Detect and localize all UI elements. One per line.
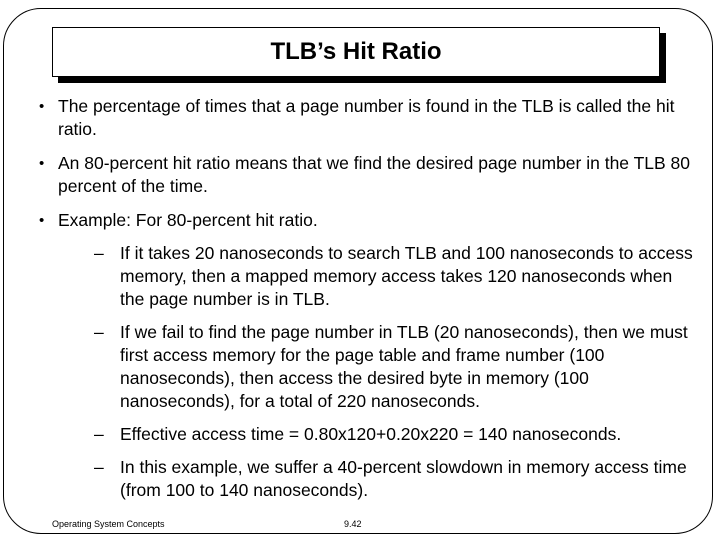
bullet-item bbox=[36, 95, 696, 141]
sub-list bbox=[58, 242, 696, 502]
sub-item bbox=[84, 423, 696, 446]
sub-text: If it takes 20 nanoseconds to search TLB and 100 nanoseconds to access memory, then a mapped memory access takes 120 nanoseconds when the page number is in TLB. bbox=[120, 243, 693, 309]
slide-title: TLB’s Hit Ratio bbox=[270, 38, 442, 65]
sub-item bbox=[84, 242, 696, 311]
sub-text: In this example, we suffer a 40-percent slowdown in memory access time (from 100 to 140 nanoseconds). bbox=[120, 457, 687, 500]
bullet-item bbox=[36, 152, 696, 198]
sub-marker: – bbox=[94, 424, 104, 444]
bullet-marker: • bbox=[39, 98, 45, 115]
sub-text: If we fail to find the page number in TLB (20 nanoseconds), then we must first access memory for the page table and frame number (100 nanoseconds), then access the desired byte in memory (100 nanoseconds), for a total of 220 nanoseconds. bbox=[120, 322, 688, 411]
sub-marker: – bbox=[94, 243, 104, 263]
bullet-text: An 80-percent hit ratio means that we find the desired page number in the TLB 80 percent of the time. bbox=[58, 153, 691, 196]
sub-text: Effective access time = 0.80x120+0.20x220 = 140 nanoseconds. bbox=[120, 424, 622, 444]
bullet-text: Example: For 80-percent hit ratio. bbox=[58, 210, 318, 230]
sub-marker: – bbox=[94, 457, 104, 477]
sub-item bbox=[84, 456, 696, 502]
footer-course-title: Operating System Concepts bbox=[52, 519, 165, 529]
bullet-text: The percentage of times that a page number is found in the TLB is called the hit ratio. bbox=[58, 96, 675, 139]
bullet-item bbox=[36, 209, 696, 502]
bullet-marker: • bbox=[39, 212, 45, 229]
sub-marker: – bbox=[94, 322, 104, 342]
bullet-marker: • bbox=[39, 155, 45, 172]
footer-page-number: 9.42 bbox=[344, 519, 362, 529]
slide-content bbox=[36, 95, 696, 513]
sub-item bbox=[84, 321, 696, 413]
title-box bbox=[52, 27, 660, 77]
